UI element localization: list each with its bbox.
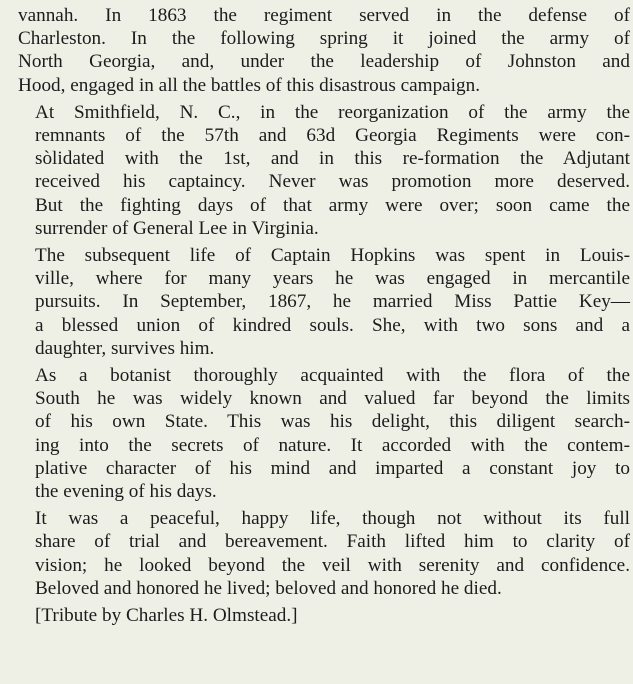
text-line: remnants of the 57th and 63d Georgia Regiments were con-	[35, 125, 630, 147]
text-line: Beloved and honored he lived; beloved and honored he died.	[35, 577, 502, 599]
paragraph-louisville-life	[18, 244, 630, 360]
text-line: Charleston. In the following spring it joined the army of	[18, 28, 630, 50]
text-line: It was a peaceful, happy life, though not without its full	[35, 508, 630, 530]
text-line: pursuits. In September, 1867, he married Miss Pattie Key—	[35, 291, 630, 313]
attribution: [Tribute by Charles H. Olmstead.]	[35, 605, 298, 627]
paragraph-regiment-service	[18, 4, 630, 97]
text-line: vannah. In 1863 the regiment served in the defense of	[18, 5, 630, 26]
text-line: received his captaincy. Never was promotion more deserved.	[35, 171, 630, 193]
paragraph-smithfield	[18, 101, 630, 240]
text-line: South he was widely known and valued far beyond the limits	[35, 388, 630, 410]
text-line: sòlidated with the 1st, and in this re-formation the Adjutant	[35, 148, 630, 170]
article-text	[18, 4, 630, 627]
text-line: vision; he looked beyond the veil with serenity and confidence.	[35, 554, 630, 576]
text-line: surrender of General Lee in Virginia.	[35, 217, 319, 239]
text-line: North Georgia, and, under the leadership of Johnston and	[18, 51, 630, 73]
text-line: At Smithfield, N. C., in the reorganization of the army the	[35, 101, 630, 123]
text-line: plative character of his mind and imparted a constant joy to	[35, 457, 630, 479]
paragraph-botanist	[18, 364, 630, 503]
text-line: ing into the secrets of nature. It accorded with the contem-	[35, 434, 630, 456]
text-line: a blessed union of kindred souls. She, with two sons and a	[35, 314, 630, 336]
text-line: ville, where for many years he was engaged in mercantile	[35, 268, 630, 290]
text-line: Hood, engaged in all the battles of this disastrous campaign.	[18, 74, 480, 96]
text-line: As a botanist thoroughly acquainted with the flora of the	[35, 365, 630, 387]
text-line: of his own State. This was his delight, this diligent search-	[35, 411, 630, 433]
paragraph-peaceful-life	[18, 507, 630, 600]
text-line: The subsequent life of Captain Hopkins was spent in Louis-	[35, 245, 630, 267]
text-line: daughter, survives him.	[35, 337, 215, 359]
text-line: the evening of his days.	[35, 481, 217, 503]
text-line: share of trial and bereavement. Faith lifted him to clarity of	[35, 531, 630, 553]
text-line: But the fighting days of that army were over; soon came the	[35, 194, 630, 216]
